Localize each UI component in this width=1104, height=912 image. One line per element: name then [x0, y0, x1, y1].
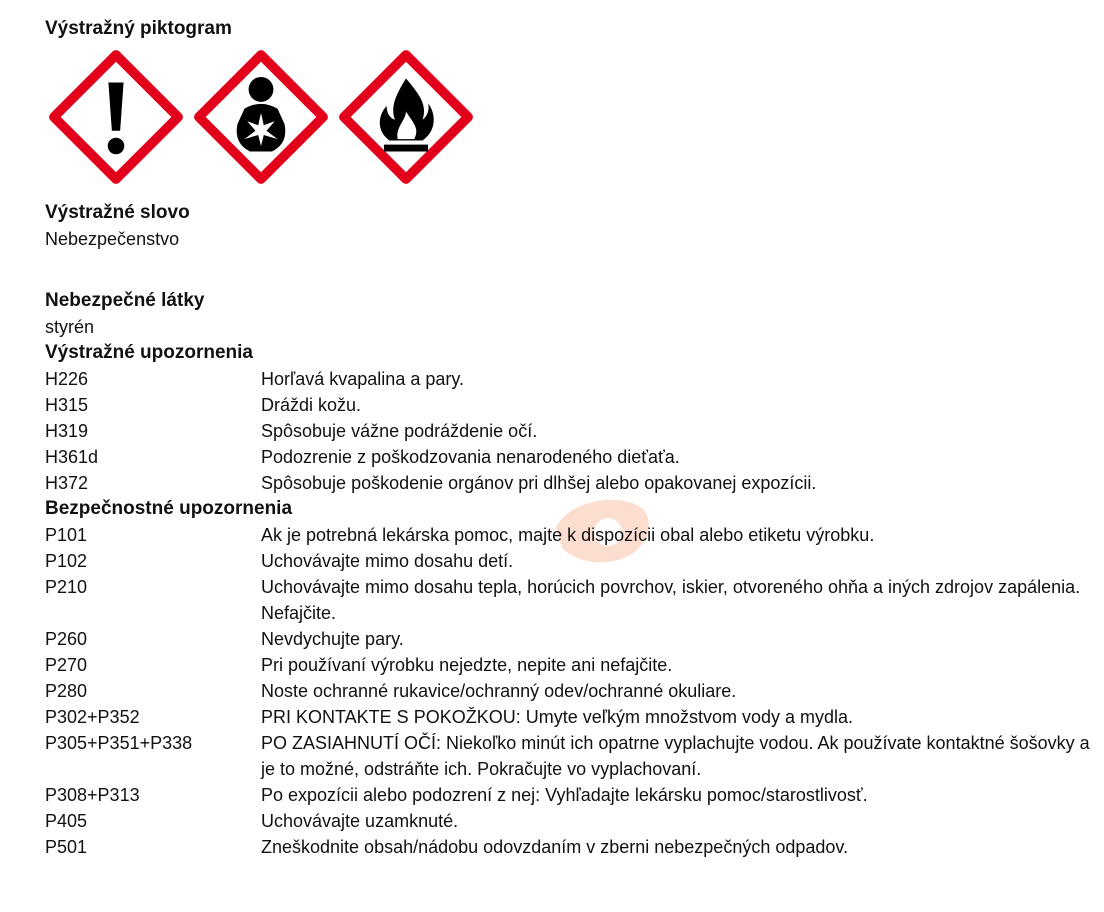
signal-word-value: Nebezpečenstvo	[45, 229, 180, 249]
signal-word-title: Výstražné slovo	[45, 202, 190, 223]
statement-code: P305+P351+P338	[45, 733, 193, 753]
statement-text: PO ZASIAHNUTÍ OČÍ: Niekoľko minút ich opatrne vyplachujte vodou. Ak používate kontaktné šošovky a je to možné, odstráňte ich. Pokračujte vo vyplachovaní.	[261, 733, 1090, 779]
precautionary-statement-row	[45, 678, 1095, 704]
statement-text: Horľavá kvapalina a pary.	[261, 369, 465, 389]
statement-code: H361d	[45, 447, 99, 467]
statement-code: H315	[45, 395, 89, 415]
hazard-statements-list	[45, 366, 1095, 496]
statement-text: PRI KONTAKTE S POKOŽKOU: Umyte veľkým množstvom vody a mydla.	[261, 707, 854, 727]
flame-icon	[337, 48, 475, 186]
statement-code: P210	[45, 577, 88, 597]
statement-text: Pri používaní výrobku nejedzte, nepite ani nefajčite.	[261, 655, 673, 675]
precautionary-statement-row	[45, 730, 1095, 782]
statement-text: Uchovávajte mimo dosahu tepla, horúcich povrchov, iskier, otvoreného ohňa a iných zdrojov zapálenia. Nefajčite.	[261, 577, 1081, 623]
hazard-statement-row	[45, 392, 1095, 418]
precautionary-statement-row	[45, 574, 1095, 626]
statement-code: P308+P313	[45, 785, 140, 805]
statement-text: Podozrenie z poškodzovania nenarodeného dieťaťa.	[261, 447, 680, 467]
statement-code: P270	[45, 655, 88, 675]
pictogram-row	[47, 48, 1095, 186]
hazard-statement-row	[45, 444, 1095, 470]
hazard-statement-row	[45, 418, 1095, 444]
precautionary-statement-row	[45, 652, 1095, 678]
statement-text: Nevdychujte pary.	[261, 629, 404, 649]
statement-code: P260	[45, 629, 88, 649]
hazardous-substances-value: styrén	[45, 317, 95, 337]
precautionary-statements-list	[45, 522, 1095, 860]
hazard-statement-row	[45, 366, 1095, 392]
statement-text: Uchovávajte uzamknuté.	[261, 811, 459, 831]
pictogram-section-title: Výstražný piktogram	[45, 18, 232, 39]
precautionary-statement-row	[45, 782, 1095, 808]
statement-code: H226	[45, 369, 89, 389]
precautionary-statement-row	[45, 808, 1095, 834]
statement-code: P101	[45, 525, 88, 545]
hazard-statements-title: Výstražné upozornenia	[45, 342, 253, 363]
statement-text: Spôsobuje vážne podráždenie očí.	[261, 421, 538, 441]
statement-code: P302+P352	[45, 707, 140, 727]
hazardous-substances-title: Nebezpečné látky	[45, 290, 205, 311]
statement-text: Zneškodnite obsah/nádobu odovzdaním v zberni nebezpečných odpadov.	[261, 837, 849, 857]
statement-code: H319	[45, 421, 89, 441]
statement-code: P280	[45, 681, 88, 701]
hazard-statement-row	[45, 470, 1095, 496]
precautionary-statement-row	[45, 626, 1095, 652]
statement-text: Uchovávajte mimo dosahu detí.	[261, 551, 514, 571]
statement-code: P501	[45, 837, 88, 857]
health-hazard-icon	[192, 48, 330, 186]
statement-text: Dráždi kožu.	[261, 395, 362, 415]
exclamation-mark-icon	[47, 48, 185, 186]
statement-code: H372	[45, 473, 89, 493]
precautionary-statement-row	[45, 522, 1095, 548]
precautionary-statements-title: Bezpečnostné upozornenia	[45, 498, 293, 519]
precautionary-statement-row	[45, 548, 1095, 574]
statement-text: Noste ochranné rukavice/ochranný odev/ochranné okuliare.	[261, 681, 737, 701]
statement-code: P405	[45, 811, 88, 831]
statement-code: P102	[45, 551, 88, 571]
statement-text: Spôsobuje poškodenie orgánov pri dlhšej alebo opakovanej expozícii.	[261, 473, 817, 493]
precautionary-statement-row	[45, 704, 1095, 730]
statement-text: Po expozícii alebo podozrení z nej: Vyhľadajte lekársku pomoc/starostlivosť.	[261, 785, 868, 805]
statement-text: Ak je potrebná lekárska pomoc, majte k dispozícii obal alebo etiketu výrobku.	[261, 525, 875, 545]
precautionary-statement-row	[45, 834, 1095, 860]
safety-label-document	[45, 16, 1095, 860]
